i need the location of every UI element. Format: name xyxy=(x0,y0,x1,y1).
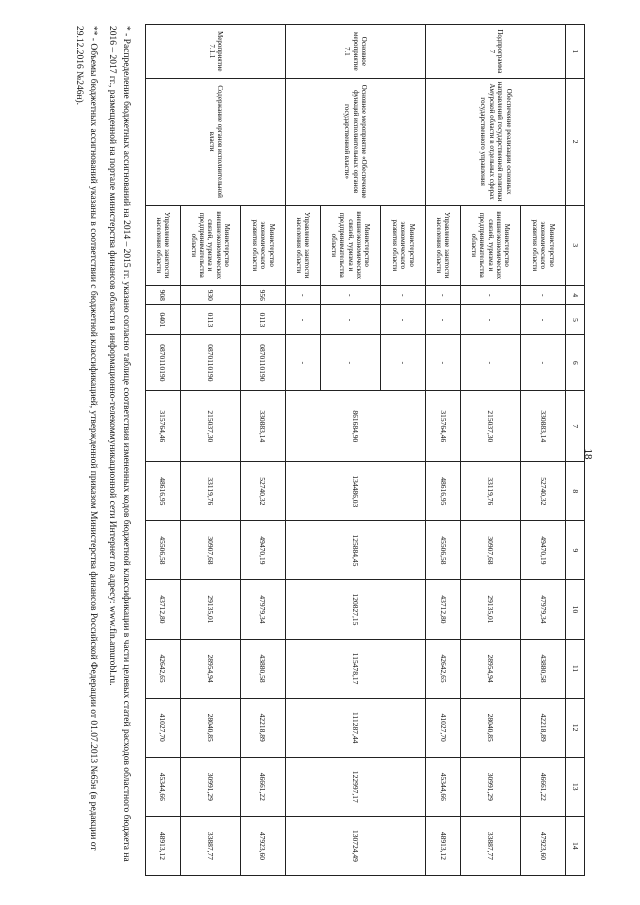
amount-cell: 29135,01 xyxy=(460,580,520,639)
amount-cell: 42642,65 xyxy=(146,639,181,698)
amount-cell: 42218,89 xyxy=(520,698,565,757)
agency-cell: Министерство экономического развития области xyxy=(520,205,565,286)
amount-cell: 28040,85 xyxy=(180,698,240,757)
table-row xyxy=(380,25,425,876)
amount-cell: 28040,85 xyxy=(460,698,520,757)
amount-cell: 48913,12 xyxy=(146,816,181,875)
target-article-cell: 0870110190 xyxy=(240,335,285,391)
target-article-cell: 0870110190 xyxy=(180,335,240,391)
amount-cell: 122997,17 xyxy=(286,757,426,816)
agency-cell: Министерство экономического развития области xyxy=(240,205,285,286)
section-code-cell: - xyxy=(520,305,565,335)
program-code-cell: Подпрограмма 7 xyxy=(426,25,566,79)
target-article-cell: - xyxy=(286,335,321,391)
amount-cell: 130724,49 xyxy=(286,816,426,875)
amount-cell: 45506,58 xyxy=(426,521,461,580)
agency-cell: Министерство внешнеэкономических связей, туризма и предпринимательства области xyxy=(180,205,240,286)
amount-cell: 330883,14 xyxy=(520,391,565,462)
amount-cell: 41027,70 xyxy=(146,698,181,757)
amount-cell: 46661,22 xyxy=(240,757,285,816)
header-row xyxy=(566,25,585,876)
grbs-code-cell: - xyxy=(286,286,321,305)
amount-cell: 111287,44 xyxy=(286,698,426,757)
grbs-code-cell: - xyxy=(460,286,520,305)
agency-cell: Управление занятости населения области xyxy=(286,205,321,286)
amount-cell: 41027,70 xyxy=(426,698,461,757)
amount-cell: 42218,89 xyxy=(240,698,285,757)
amount-cell: 30991,29 xyxy=(180,757,240,816)
header-cell: 10 xyxy=(566,580,585,639)
amount-cell: 29135,01 xyxy=(180,580,240,639)
amount-cell: 120827,15 xyxy=(286,580,426,639)
section-code-cell: 0113 xyxy=(180,305,240,335)
amount-cell: 33119,76 xyxy=(460,462,520,521)
table-row xyxy=(520,25,565,876)
header-cell: 12 xyxy=(566,698,585,757)
amount-cell: 30907,68 xyxy=(180,521,240,580)
header-cell: 9 xyxy=(566,521,585,580)
amount-cell: 134486,03 xyxy=(286,462,426,521)
header-cell: 7 xyxy=(566,391,585,462)
amount-cell: 52740,32 xyxy=(240,462,285,521)
header-cell: 6 xyxy=(566,335,585,391)
target-article-cell: - xyxy=(460,335,520,391)
program-code-cell: Мероприятие 7.1.1 xyxy=(146,25,286,79)
amount-cell: 45506,58 xyxy=(146,521,181,580)
amount-cell: 45344,66 xyxy=(426,757,461,816)
program-title-cell: Обеспечение реализации основных направлений государственной политики Амурской области в отдельных сферах государственного управления xyxy=(426,78,566,205)
amount-cell: 42642,65 xyxy=(426,639,461,698)
amount-cell: 47979,34 xyxy=(240,580,285,639)
header-cell: 1 xyxy=(566,25,585,79)
rotated-page-content xyxy=(25,20,585,880)
amount-cell: 47923,60 xyxy=(520,816,565,875)
header-cell: 3 xyxy=(566,205,585,286)
amount-cell: 30907,68 xyxy=(460,521,520,580)
amount-cell: 45344,66 xyxy=(146,757,181,816)
amount-cell: 48913,12 xyxy=(426,816,461,875)
amount-cell: 43712,80 xyxy=(426,580,461,639)
page-number: 18 xyxy=(582,448,594,460)
section-code-cell: 0401 xyxy=(146,305,181,335)
amount-cell: 315764,46 xyxy=(146,391,181,462)
target-article-cell: - xyxy=(380,335,425,391)
agency-cell: Министерство экономического развития области xyxy=(380,205,425,286)
amount-cell: 33887,77 xyxy=(460,816,520,875)
budget-table-body xyxy=(146,25,585,876)
grbs-code-cell: 956 xyxy=(240,286,285,305)
grbs-code-cell: - xyxy=(426,286,461,305)
amount-cell: 47979,34 xyxy=(520,580,565,639)
section-code-cell: - xyxy=(460,305,520,335)
amount-cell: 28954,94 xyxy=(460,639,520,698)
amount-cell: 861684,90 xyxy=(286,391,426,462)
header-cell: 4 xyxy=(566,286,585,305)
section-code-cell: - xyxy=(286,305,321,335)
agency-cell: Управление занятости населения области xyxy=(146,205,181,286)
section-code-cell: - xyxy=(320,305,380,335)
target-article-cell: - xyxy=(520,335,565,391)
amount-cell: 48616,95 xyxy=(146,462,181,521)
amount-cell: 49470,19 xyxy=(240,521,285,580)
amount-cell: 215037,30 xyxy=(180,391,240,462)
header-cell: 2 xyxy=(566,78,585,205)
section-code-cell: - xyxy=(426,305,461,335)
grbs-code-cell: 930 xyxy=(180,286,240,305)
amount-cell: 215037,30 xyxy=(460,391,520,462)
amount-cell: 315764,46 xyxy=(426,391,461,462)
amount-cell: 43880,58 xyxy=(240,639,285,698)
amount-cell: 28954,94 xyxy=(180,639,240,698)
section-code-cell: 0113 xyxy=(240,305,285,335)
amount-cell: 115478,17 xyxy=(286,639,426,698)
table-row xyxy=(240,25,285,876)
target-article-cell: - xyxy=(320,335,380,391)
amount-cell: 52740,32 xyxy=(520,462,565,521)
amount-cell: 125884,45 xyxy=(286,521,426,580)
amount-cell: 43712,80 xyxy=(146,580,181,639)
agency-cell: Министерство внешнеэкономических связей, туризма и предпринимательства области xyxy=(460,205,520,286)
grbs-code-cell: - xyxy=(380,286,425,305)
agency-cell: Управление занятости населения области xyxy=(426,205,461,286)
header-cell: 8 xyxy=(566,462,585,521)
header-cell: 14 xyxy=(566,816,585,875)
amount-cell: 48616,95 xyxy=(426,462,461,521)
program-code-cell: Основное мероприятие 7.1 xyxy=(286,25,426,79)
grbs-code-cell: - xyxy=(320,286,380,305)
target-article-cell: 0870110190 xyxy=(146,335,181,391)
budget-table xyxy=(145,24,585,876)
program-title-cell: Основное мероприятие «Обеспечение функций исполнительных органов государственной власти» xyxy=(286,78,426,205)
header-cell: 13 xyxy=(566,757,585,816)
grbs-code-cell: - xyxy=(520,286,565,305)
agency-cell: Министерство внешнеэкономических связей, туризма и предпринимательства области xyxy=(320,205,380,286)
amount-cell: 49470,19 xyxy=(520,521,565,580)
grbs-code-cell: 908 xyxy=(146,286,181,305)
amount-cell: 43880,58 xyxy=(520,639,565,698)
amount-cell: 46661,22 xyxy=(520,757,565,816)
target-article-cell: - xyxy=(426,335,461,391)
header-cell: 11 xyxy=(566,639,585,698)
amount-cell: 33119,76 xyxy=(180,462,240,521)
amount-cell: 330883,14 xyxy=(240,391,285,462)
amount-cell: 30991,29 xyxy=(460,757,520,816)
amount-cell: 33887,77 xyxy=(180,816,240,875)
section-code-cell: - xyxy=(380,305,425,335)
amount-cell: 47923,60 xyxy=(240,816,285,875)
footnote: * - Распределение бюджетных ассигнований на 2014 – 2015 гг. указано согласно таблице соответствия измененных кодов бюджетной классификации в части целевых статей расходов областного бюджета на 2016 – 2017 гг., размещенной на портале министерства финансов области в информационно-телекоммуникационной сети Интернет по адресу: www.fin.amurobl.ru. xyxy=(106,26,131,862)
program-title-cell: Содержание органов исполнительной власти xyxy=(146,78,286,205)
footnotes xyxy=(68,26,133,872)
header-cell: 5 xyxy=(566,305,585,335)
footnote: ** - Объемы бюджетных ассигнований указаны в соответствии с бюджетной классификацией, утвержденной приказом Министерства финансов Российской Федерации от 01.07.2013 №65н (в редакции от 29.12.2016 №246н). xyxy=(74,26,99,851)
